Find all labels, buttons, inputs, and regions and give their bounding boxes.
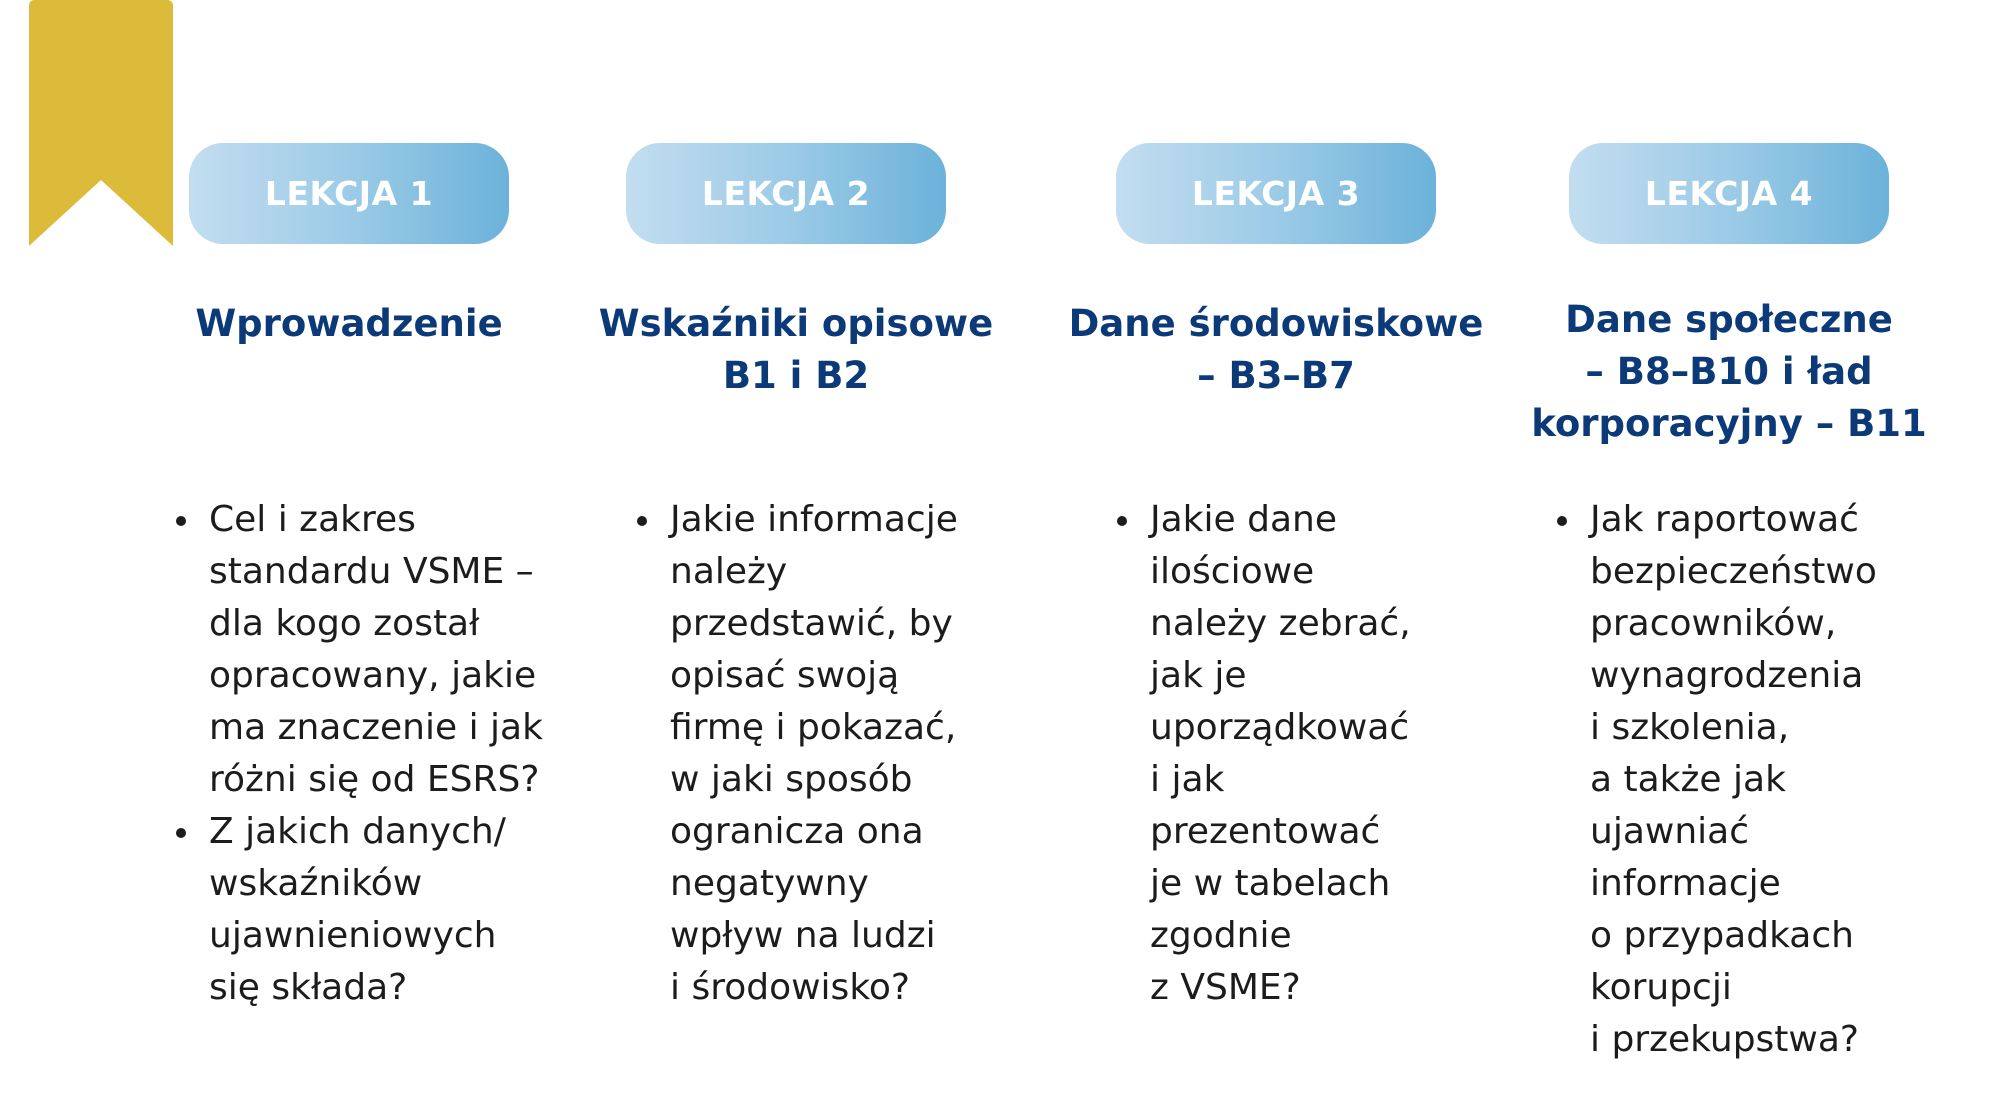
bullet-line: z VSME?	[1150, 967, 1301, 1008]
bullet-line: pracowników,	[1590, 603, 1837, 644]
lesson-2-button[interactable]: LEKCJA 2	[626, 143, 946, 244]
bullet-line: Jakie dane	[1150, 499, 1337, 540]
bookmark-ribbon-icon	[29, 0, 173, 246]
bullet-line: i jak	[1150, 759, 1225, 800]
bullet-line: jak je	[1150, 655, 1247, 696]
lesson-4-title	[1529, 294, 1929, 450]
bullet-line: je w tabelach	[1150, 863, 1391, 904]
lesson-1-button[interactable]: LEKCJA 1	[189, 143, 509, 244]
bullet-line: należy	[670, 551, 788, 592]
lesson-3-title-line: – B3–B7	[1197, 354, 1355, 397]
lesson-4-title-line: Dane społeczne	[1565, 298, 1893, 341]
bullet-line: w jaki sposób	[670, 759, 913, 800]
bullet-line: ujawnieniowych	[209, 915, 497, 956]
bullet-line: o przypadkach	[1590, 915, 1854, 956]
bullet-line: ma znaczenie i jak	[209, 707, 543, 748]
bullet-line: różni się od ESRS?	[209, 759, 540, 800]
lesson-4-title-line: – B8–B10 i ład	[1585, 350, 1873, 393]
bullet-line: ogranicza ona	[670, 811, 924, 852]
lesson-2-title	[586, 298, 1006, 402]
bullet-line: standardu VSME –	[209, 551, 534, 592]
bullet-line: opisać swoją	[670, 655, 900, 696]
bullet-line: się składa?	[209, 967, 408, 1008]
bullet-line: i środowisko?	[670, 967, 911, 1008]
bullet-line: przedstawić, by	[670, 603, 953, 644]
bullet-line: i szkolenia,	[1590, 707, 1790, 748]
bullet-line: Jakie informacje	[670, 499, 958, 540]
lesson-3-bullet-list	[1150, 494, 1411, 1014]
bullet-line: informacje	[1590, 863, 1781, 904]
lesson-1-bullet-2	[209, 806, 543, 1014]
bullet-line: Cel i zakres	[209, 499, 416, 540]
bullet-line: firmę i pokazać,	[670, 707, 957, 748]
bullet-line: opracowany, jakie	[209, 655, 537, 696]
lesson-2-bullet-1	[670, 494, 958, 1014]
bullet-line: ujawniać	[1590, 811, 1749, 852]
lesson-1-title-line: Wprowadzenie	[195, 302, 503, 345]
lesson-1-bullet-list	[209, 494, 543, 1014]
lesson-4-bullet-1	[1590, 494, 1877, 1066]
bullet-line: bezpieczeństwo	[1590, 551, 1877, 592]
bullet-line: zgodnie	[1150, 915, 1292, 956]
bullet-line: korupcji	[1590, 967, 1732, 1008]
bullet-line: należy zebrać,	[1150, 603, 1411, 644]
lesson-2-bullet-list	[670, 494, 958, 1014]
lesson-3-bullet-1	[1150, 494, 1411, 1014]
bullet-line: uporządkować	[1150, 707, 1410, 748]
lesson-2-title-line: B1 i B2	[722, 354, 870, 397]
bullet-line: dla kogo został	[209, 603, 480, 644]
bullet-line: negatywny	[670, 863, 869, 904]
lesson-4-title-line: korporacyjny – B11	[1531, 402, 1927, 445]
bullet-line: i przekupstwa?	[1590, 1019, 1860, 1060]
lesson-1-bullet-1	[209, 494, 543, 806]
bullet-line: ilościowe	[1150, 551, 1315, 592]
bullet-line: wpływ na ludzi	[670, 915, 936, 956]
lesson-1-title	[189, 298, 509, 350]
lesson-4-button[interactable]: LEKCJA 4	[1569, 143, 1889, 244]
lesson-4-bullet-list	[1590, 494, 1877, 1066]
bullet-line: a także jak	[1590, 759, 1786, 800]
bullet-line: Jak raportować	[1590, 499, 1859, 540]
bullet-line: prezentować	[1150, 811, 1381, 852]
lesson-3-title-line: Dane środowiskowe	[1068, 302, 1484, 345]
lesson-3-title	[1066, 298, 1486, 402]
bullet-line: wskaźników	[209, 863, 423, 904]
bullet-line: Z jakich danych/	[209, 811, 506, 852]
bullet-line: wynagrodzenia	[1590, 655, 1864, 696]
lesson-3-button[interactable]: LEKCJA 3	[1116, 143, 1436, 244]
lesson-2-title-line: Wskaźniki opisowe	[598, 302, 994, 345]
